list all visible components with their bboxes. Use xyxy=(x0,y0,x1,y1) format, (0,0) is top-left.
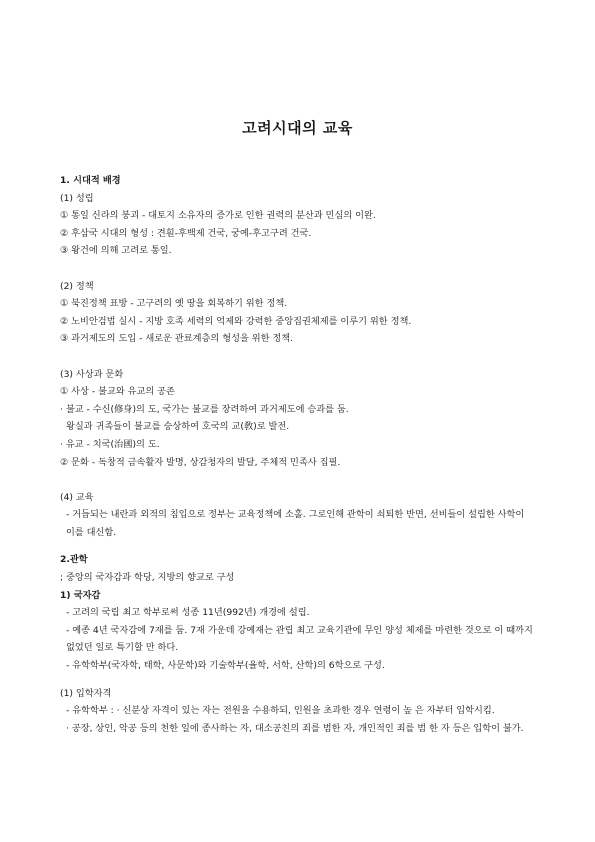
text-line: - 유학학부(국자학, 태학, 사문학)와 기술학부(율학, 서학, 산학)의 6학으로 구성. xyxy=(66,660,385,672)
spacer xyxy=(60,471,538,489)
text-line: ① 북진정책 표방 - 고구려의 옛 땅을 회복하기 위한 정책. xyxy=(60,298,288,310)
text-line: ① 통일 신라의 붕괴 - 대토지 소유자의 증가로 인한 권력의 분산과 민심의 이완. xyxy=(60,210,376,222)
subsection-heading: (1) 입학자격 xyxy=(60,687,112,699)
text-line: ② 문화 - 독창적 금속활자 발명, 상감청자의 발달, 주체적 민족사 집필. xyxy=(60,456,341,468)
text-line: · 유교 - 치국(治國)의 도. xyxy=(60,438,160,450)
document-title: 고려시대의 교육 xyxy=(242,119,353,137)
text-line: - 고려의 국립 최고 학부로써 성종 11년(992년) 개경에 설립. xyxy=(66,607,310,619)
text-line: ; 중앙의 국자감과 학당, 지방의 향교로 구성 xyxy=(60,572,235,584)
text-line: ② 후삼국 시대의 형성 : 견훤-후백제 건국, 궁예-후고구려 건국. xyxy=(60,227,312,239)
spacer xyxy=(60,675,538,685)
subsection-heading: (2) 정책 xyxy=(60,280,94,292)
spacer xyxy=(60,348,538,366)
text-line: 왕실과 귀족들이 불교를 숭상하여 호국의 교(敎)로 발전. xyxy=(66,421,290,433)
text-line: ③ 왕건에 의해 고려로 통일. xyxy=(60,245,172,257)
subsection-heading: (4) 교육 xyxy=(60,491,94,503)
text-line: ② 노비안검법 실시 - 지방 호족 세력의 억제와 강력한 중앙집권체제를 이루기 위한 정책. xyxy=(60,315,412,327)
paragraph: - 유학학부 : · 신분상 자격이 있는 자는 전원을 수용하되, 인원을 초과한 경우 연령이 높 은 자부터 입학시킴. xyxy=(66,705,495,717)
spacer xyxy=(60,260,538,278)
text-line: · 불교 - 수신(修身)의 도, 국가는 불교를 장려하여 과거제도에 승과를 둠. xyxy=(60,403,349,415)
text-line: ① 사상 - 불교와 유교의 공존 xyxy=(60,386,175,398)
subsection-heading: (1) 성립 xyxy=(60,192,94,204)
paragraph: · 공장, 상인, 악공 등의 천한 일에 종사하는 자, 대소공친의 죄를 범한 자, 개인적인 죄를 범 한 자 등은 입학이 불가. xyxy=(66,722,524,734)
text-line: ③ 과거제도의 도입 - 새로운 관료계층의 형성을 위한 정책. xyxy=(60,333,294,345)
document-body xyxy=(60,172,538,737)
paragraph: - 예종 4년 국자감에 7재를 둠. 7재 가운데 강예재는 관립 최고 교육기관에 무인 양성 체제를 마련한 것으로 이 때까지 없었던 일로 특기할 만 하다. xyxy=(66,624,533,654)
section-1-heading: 1. 시대적 배경 xyxy=(60,175,121,186)
subsection-heading: (3) 사상과 문화 xyxy=(60,368,124,380)
paragraph: - 거듭되는 내란과 외적의 침입으로 정부는 교육정책에 소홀. 그로인해 관학이 쇠퇴한 반면, 선비들이 설립한 사학이 이를 대신함. xyxy=(66,509,525,538)
spacer xyxy=(60,541,538,551)
subsection-heading: 1) 국자감 xyxy=(60,589,101,601)
section-2-heading: 2.관학 xyxy=(60,554,88,566)
